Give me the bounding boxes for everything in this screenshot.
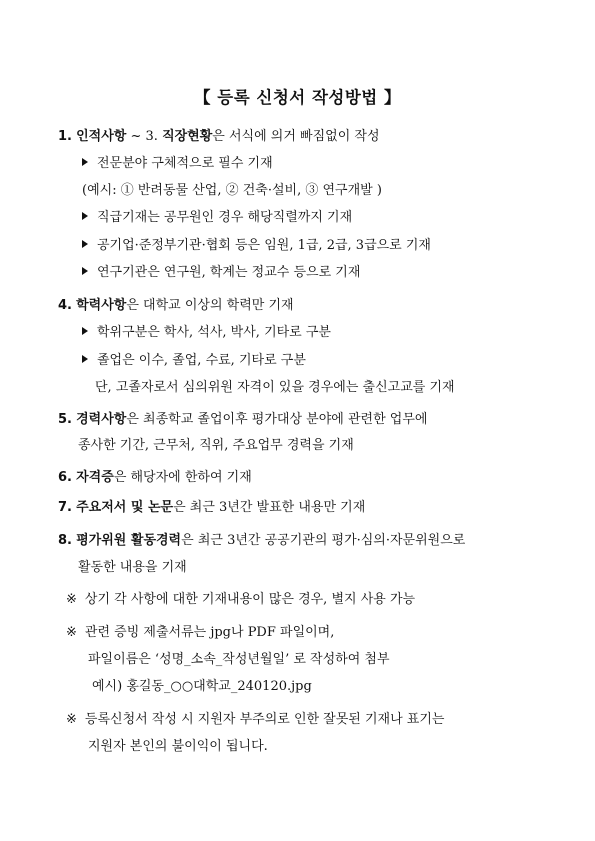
- bullet-text: 연구기관은 연구원, 학계는 정교수 등으로 기재: [97, 265, 361, 280]
- section-text: 은 해당자에 한하여 기재: [113, 470, 252, 485]
- reference-mark-icon: ※: [66, 625, 77, 640]
- triangle-bullet-icon: [82, 240, 88, 248]
- section-continuation: 활동한 내용을 기재: [78, 560, 187, 575]
- section-6-heading: [58, 469, 252, 487]
- bullet-text: 직급기재는 공무원인 경우 해당직렬까지 기재: [97, 210, 353, 225]
- section-text: 은 최근 3년간 발표한 내용만 기재: [173, 500, 366, 515]
- note-item: [66, 591, 415, 609]
- section-text: 은 최근 3년간 공공기관의 평가·심의·자문위원으로: [181, 533, 466, 548]
- section-continuation: 종사한 기간, 근무처, 직위, 주요업무 경력을 기재: [78, 438, 354, 453]
- section-heading-personal: 인적사항: [76, 129, 127, 144]
- section-text: 은 최종학교 졸업이후 평가대상 분야에 관련한 업무에: [126, 412, 428, 427]
- note-text: 지원자 본인의 불이익이 됩니다.: [88, 739, 268, 754]
- bullet-item: [82, 264, 360, 282]
- note-text: 상기 각 사항에 대한 기재내용이 많은 경우, 별지 사용 가능: [84, 592, 416, 607]
- bullet-text: 공기업·준정부기관·협회 등은 임원, 1급, 2급, 3급으로 기재: [97, 238, 431, 253]
- section-number: 8.: [58, 533, 72, 548]
- section-8-heading: [58, 532, 465, 550]
- bullet-text: 졸업은 이수, 졸업, 수료, 기타로 구분: [97, 353, 306, 368]
- document-title: 【 등록 신청서 작성방법 】: [194, 88, 401, 107]
- bullet-text: 전문분야 구체적으로 필수 기재: [97, 156, 273, 171]
- section-5-heading: [58, 411, 427, 429]
- section-heading-career: 경력사항: [76, 412, 127, 427]
- section-number: 7.: [58, 500, 72, 515]
- section-range: ~ 3.: [126, 129, 163, 144]
- bullet-text: 학위구분은 학사, 석사, 박사, 기타로 구분: [97, 325, 331, 340]
- triangle-bullet-icon: [82, 355, 88, 363]
- section-heading-education: 학력사항: [76, 298, 127, 313]
- section-heading-evaluation: 평가위원 활동경력: [76, 533, 182, 548]
- bullet-item: [82, 324, 331, 342]
- section-heading-certificate: 자격증: [76, 470, 114, 485]
- section-heading-workplace: 직장현황: [162, 129, 213, 144]
- section-7-heading: [58, 499, 365, 517]
- section-heading-publications: 주요저서 및 논문: [76, 500, 174, 515]
- bullet-item: [82, 237, 431, 255]
- section-text: 은 서식에 의거 빠짐없이 작성: [212, 129, 380, 144]
- section-4-heading: [58, 297, 294, 315]
- section-1-heading: [58, 128, 380, 146]
- note-text: 관련 증빙 제출서류는 jpg나 PDF 파일이며,: [84, 625, 335, 640]
- section-number: 6.: [58, 470, 72, 485]
- section-number: 1.: [58, 129, 72, 144]
- section-number: 4.: [58, 298, 72, 313]
- reference-mark-icon: ※: [66, 592, 77, 607]
- note-item: [66, 624, 334, 642]
- bullet-item: [82, 155, 273, 173]
- note-text: 단, 고졸자로서 심의위원 자격이 있을 경우에는 출신고교를 기재: [95, 380, 455, 395]
- bullet-item: [82, 352, 306, 370]
- note-text: 파일이름은 ‘성명_소속_작성년월일’ 로 작성하여 첨부: [88, 652, 390, 667]
- section-text: 은 대학교 이상의 학력만 기재: [126, 298, 294, 313]
- triangle-bullet-icon: [82, 267, 88, 275]
- section-number: 5.: [58, 412, 72, 427]
- note-example: 예시) 홍길동_○○대학교_240120.jpg: [92, 679, 312, 694]
- bullet-item: [82, 209, 352, 227]
- triangle-bullet-icon: [82, 158, 88, 166]
- triangle-bullet-icon: [82, 327, 88, 335]
- triangle-bullet-icon: [82, 212, 88, 220]
- note-item: [66, 711, 444, 729]
- example-text: (예시: ① 반려동물 산업, ② 건축·설비, ③ 연구개발 ): [82, 183, 382, 198]
- note-text: 등록신청서 작성 시 지원자 부주의로 인한 잘못된 기재나 표기는: [84, 712, 445, 727]
- reference-mark-icon: ※: [66, 712, 77, 727]
